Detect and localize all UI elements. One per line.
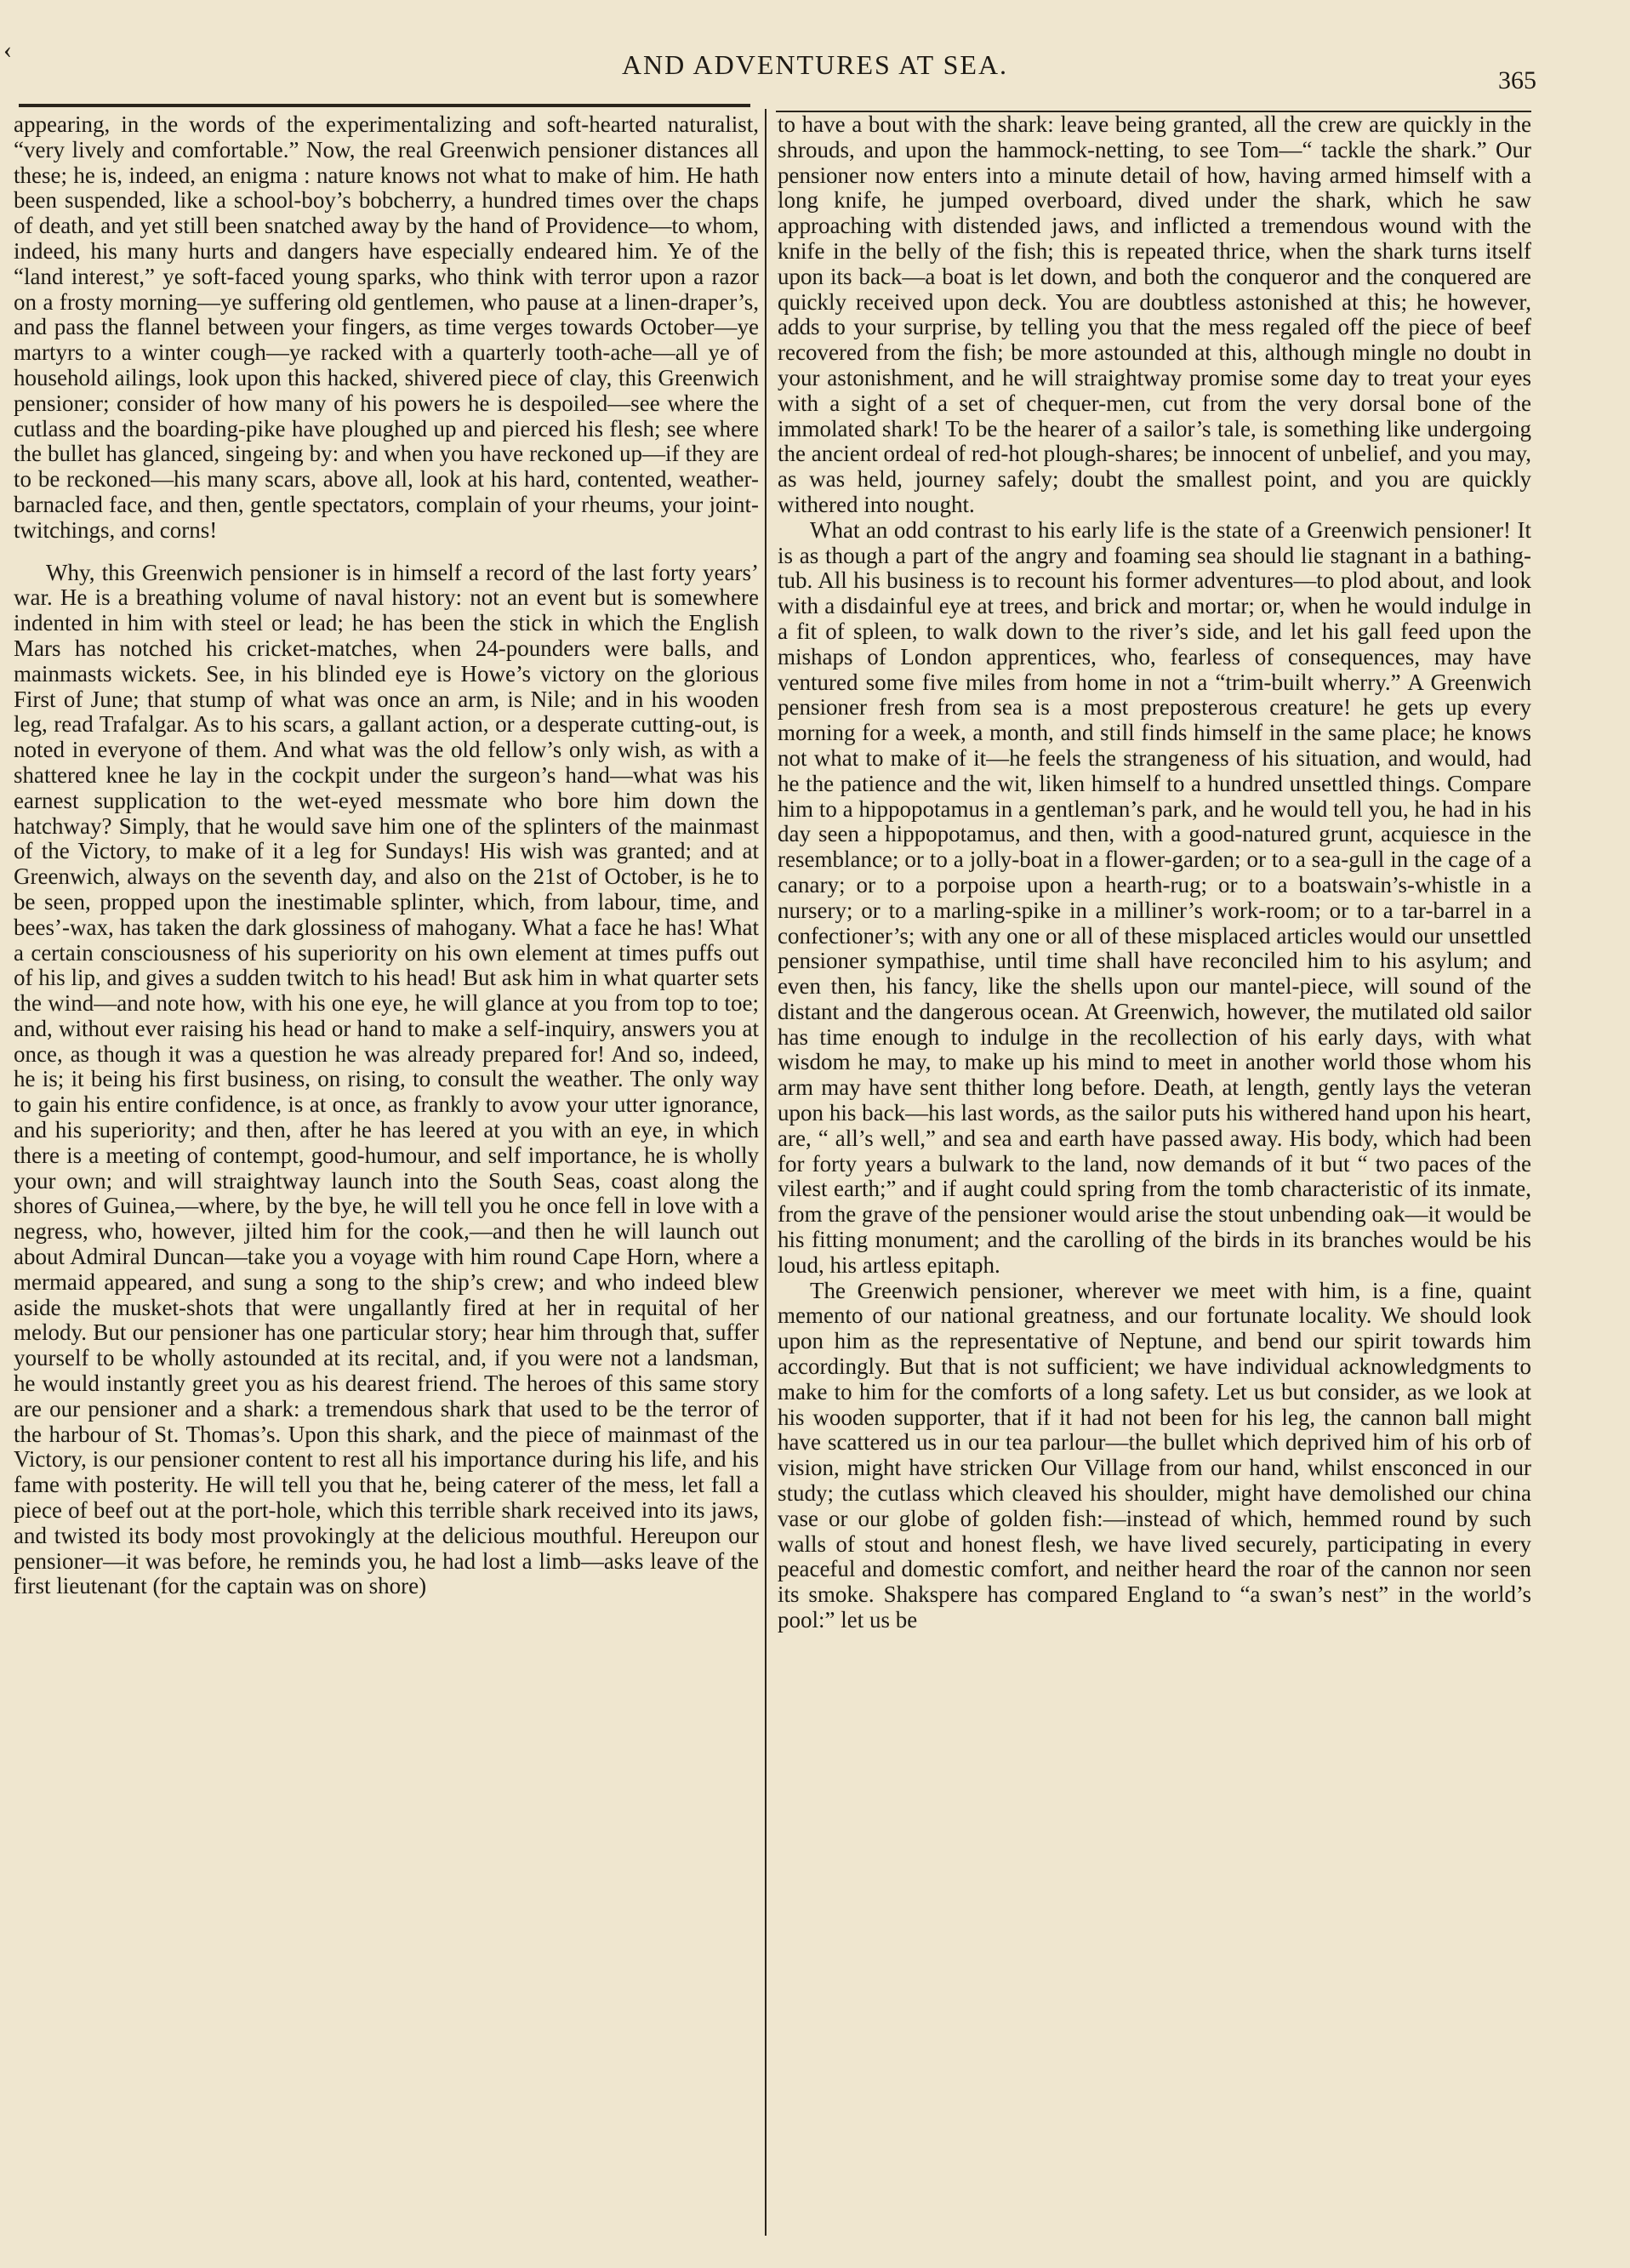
right-column	[778, 112, 1531, 2239]
left-paragraph-2: Why, this Greenwich pensioner is in himself a record of the last forty years’ war. He is a breathing volume of naval history: not an event but is somewhere indented in him with steel or lead; he has been the stick in which the English Mars has notched his cricket-matches, when 24-pounders were balls, and mainmasts wickets. See, in his blinded eye is Howe’s victory on the glorious First of June; that stump of what was once an arm, is Nile; and in his wooden leg, read Trafalgar. As to his scars, a gallant action, or a desperate cutting-out, is noted in everyone of them. And what was the old fellow’s only wish, as with a shattered knee he lay in the cockpit under the surgeon’s hand—what was his earnest supplication to the wet-eyed messmate who bore him down the hatchway? Simply, that he would save him one of the splinters of the mainmast of the Victory, to make of it a leg for Sundays! His wish was granted; and at Greenwich, always on the seventh day, and also on the 21st of October, is he to be seen, propped upon the inestimable splinter, which, from labour, time, and bees’-wax, has taken the dark glossiness of mahogany. What a face he has! What a certain consciousness of his superiority on his own element at times puffs out of his lip, and gives a sudden twitch to his head! But ask him in what quarter sets the wind—and note how, with his one eye, he will glance at you from top to toe; and, without ever raising his head or hand to make a self-inquiry, answers you at once, as though it was a question he was already prepared for! And so, indeed, he is; it being his first business, on rising, to consult the weather. The only way to gain his entire confidence, is at once, as frankly to avow your utter ignorance, and his superiority; and then, after he has leered at you with an eye, in which there is a meeting of contempt, good-humour, and self importance, he is wholly your own; and will straightway launch into the South Seas, coast along the shores of Guinea,—where, by the bye, he will tell you he once fell in love with a negress, who, however, jilted him for the cook,—and then he will launch out about Admiral Duncan—take you a voyage with him round Cape Horn, where a mermaid appeared, and sung a song to the ship’s crew; and who indeed blew aside the musket-shots that were ungallantly fired at her in requital of her melody. But our pensioner has one particular story; hear him through that, suffer yourself to be wholly astounded at its recital, and, if you were not a landsman, he would instantly greet you as his dearest friend. The heroes of this same story are our pensioner and a shark: a tremendous shark that used to be the terror of the harbour of St. Thomas’s. Upon this shark, and the piece of mainmast of the Victory, is our pensioner content to rest all his importance during his life, and his fame with posterity. He will tell you that he, being caterer of the mess, let fall a piece of beef out at the port-hole, which this terrible shark received into its jaws, and twisted its body most provokingly at the delicious mouthful. Hereupon our pensioner—it was before, he reminds you, he had lost a limb—asks leave of the first lieutenant (for the captain was on shore)	[14, 559, 759, 1599]
margin-mark: ‹	[3, 36, 12, 64]
running-head: AND ADVENTURES AT SEA.	[621, 49, 1009, 80]
right-paragraph-3: The Greenwich pensioner, wherever we meet with him, is a fine, quaint memento of our national greatness, and our fortunate locality. We should look upon him as the representative of Neptune, and bend our spirit towards him accordingly. But that is not sufficient; we have individual acknowledgments to make to him for the comforts of a long safety. Let us but consider, as we look at his wooden supporter, that if it had not been for his leg, the cannon ball might have scattered us in our tea parlour—the bullet which deprived him of his orb of vision, might have stricken Our Village from our hand, whilst ensconced in our study; the cutlass which cleaved his shoulder, might have demolished our china vase or our globe of golden fish:—instead of which, hemmed round by such walls of stout and honest flesh, we have lived securely, participating in every peaceful and domestic comfort, and neither heard the roar of the cannon nor seen its smoke. Shakspere has compared England to “a swan’s nest” in the world’s pool:” let us be	[778, 1277, 1531, 1633]
page-number: 365	[1498, 66, 1536, 94]
header-rule-left	[19, 104, 750, 107]
column-divider	[765, 109, 767, 2236]
right-paragraph-1: to have a bout with the shark: leave being granted, all the crew are quickly in the shrouds, and upon the hammock-netting, to see Tom—“ tackle the shark.” Our pensioner now enters into a minute detail of how, having armed himself with a long knife, he jumped overboard, dived under the shark, which he saw approaching with distended jaws, and inflicted a tremendous wound with the knife in the belly of the fish; this is repeated thrice, when the shark turns itself upon its back—a boat is let down, and both the conqueror and the conquered are quickly received upon deck. You are doubtless astonished at this; he however, adds to your surprise, by telling you that the mess regaled off the piece of beef recovered from the fish; be more astounded at this, although mingle no doubt in your astonishment, and he will straightway promise some day to treat your eyes with a sight of a set of chequer-men, cut from the very dorsal bone of the immolated shark! To be the hearer of a sailor’s tale, is something like undergoing the ancient ordeal of red-hot plough-shares; be innocent of unbelief, and you may, as was held, journey safely; doubt the smallest point, and you are quickly withered into nought.	[778, 112, 1531, 517]
left-column	[14, 112, 759, 2239]
left-paragraph-1: appearing, in the words of the experimentalizing and soft-hearted naturalist, “very lively and comfortable.” Now, the real Greenwich pensioner distances all these; he is, indeed, an enigma : nature knows not what to make of him. He hath been suspended, like a school-boy’s bobcherry, a hundred times over the chaps of death, and yet still been snatched away by the hand of Providence—to whom, indeed, his many hurts and dangers have especially endeared him. Ye of the “land interest,” ye soft-faced young sparks, who think with terror upon a razor on a frosty morning—ye suffering old gentlemen, who pause at a linen-draper’s, and pass the flannel between your fingers, as time verges towards October—ye martyrs to a winter cough—ye racked with a quarterly tooth-ache—all ye of household ailings, look upon this hacked, shivered piece of clay, this Greenwich pensioner; consider of how many of his powers he is despoiled—see where the cutlass and the boarding-pike have ploughed up and pierced his flesh; see where the bullet has glanced, singeing by: and when you have reckoned up—if they are to be reckoned—his many scars, above all, look at his hard, contented, weather-barnacled face, and then, gentle spectators, complain of your rheums, your joint-twitchings, and corns!	[14, 112, 759, 543]
right-paragraph-2: What an odd contrast to his early life is the state of a Greenwich pensioner! It is as though a part of the angry and foaming sea should lie stagnant in a bathing-tub. All his business is to recount his former adventures—to plod about, and look with a disdainful eye at trees, and brick and mortar; or, when he would indulge in a fit of spleen, to walk down to the river’s side, and let his gall feed upon the mishaps of London apprentices, who, fearless of consequences, may have ventured some five miles from home in not a “trim-built wherry.” A Greenwich pensioner fresh from sea is a most preposterous creature! he gets up every morning for a week, a month, and still finds himself in the same place; he knows not what to make of it—he feels the strangeness of his situation, and would, had he the patience and the wit, liken himself to a hundred unsettled things. Compare him to a hippopotamus in a gentleman’s park, and he would tell you, he had in his day seen a hippopotamus, and then, with a good-natured grunt, acquiesce in the resemblance; or to a jolly-boat in a flower-garden; or to a sea-gull in the cage of a canary; or to a porpoise upon a hearth-rug; or to a boatswain’s-whistle in a nursery; or to a marling-spike in a milliner’s work-room; or to a tar-barrel in a confectioner’s; with any one or all of these misplaced articles would our unsettled pensioner sympathise, until time shall have reconciled him to his asylum; and even then, his fancy, like the shells upon our mantel-piece, will sound of the distant and the dangerous ocean. At Greenwich, however, the mutilated old sailor has time enough to indulge in the recollection of his early days, with what wisdom he may, to make up his mind to meet in another world those whom his arm may have sent thither long before. Death, at length, gently lays the veteran upon his back—his last words, as the sailor puts his withered hand upon his heart, are, “ all’s well,” and sea and earth have passed away. His body, which had been for forty years a bulwark to the land, now demands of it but “ two paces of the vilest earth;” and if aught could spring from the tomb characteristic of its inmate, from the grave of the pensioner would arise the stout unbending oak—it would be his fitting monument; and the carolling of the birds in its branches would be his loud, his artless epitaph.	[778, 516, 1531, 1278]
